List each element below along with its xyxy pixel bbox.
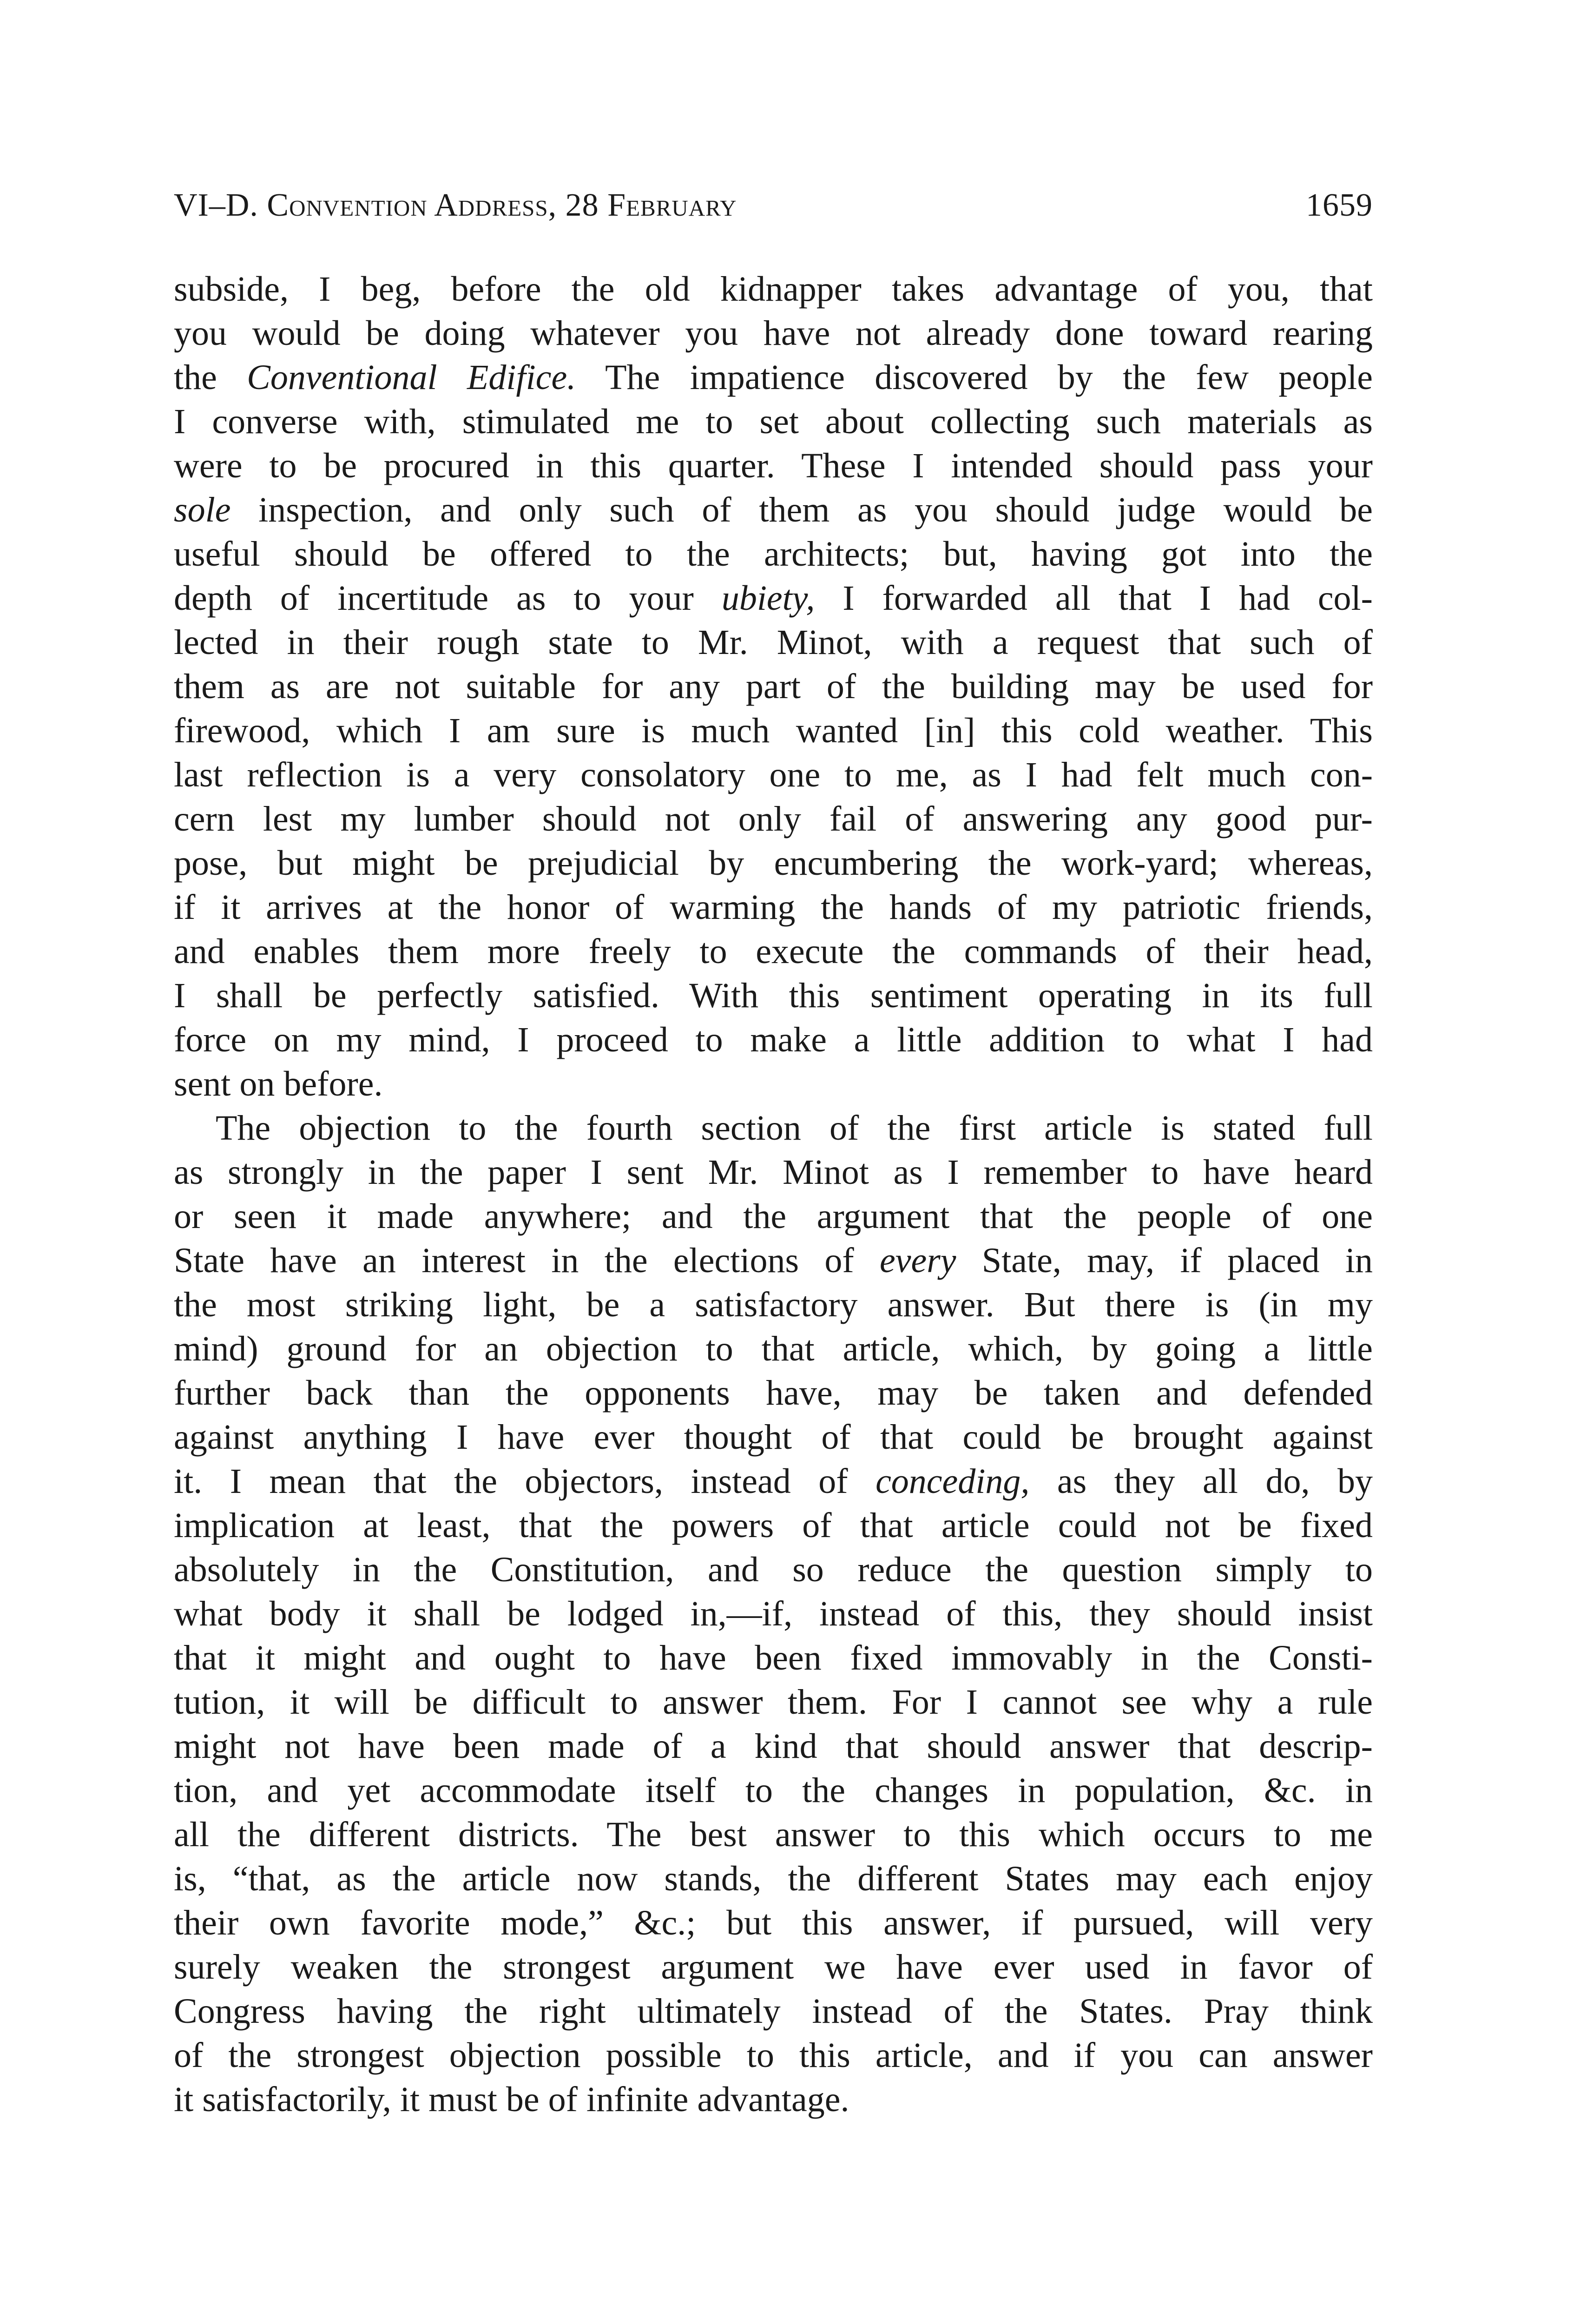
text-line: depth of incertitude as to your ubiety, I forwarded all that I had col- (174, 579, 1373, 618)
italic-text: Conventional Edifice. (247, 358, 576, 397)
text-line: State have an interest in the elections of every State, may, if placed in (174, 1241, 1373, 1280)
italic-text: ubiety, (721, 579, 815, 618)
paragraph (174, 267, 1373, 1106)
text-line: it. I mean that the objectors, instead of conceding, as they all do, by (174, 1462, 1373, 1501)
text-line: tution, it will be difficult to answer them. For I cannot see why a rule (174, 1683, 1373, 1722)
text-line: the Conventional Edifice. The impatience discovered by the few people (174, 358, 1373, 397)
text-line: the most striking light, be a satisfactory answer. But there is (in my (174, 1285, 1373, 1324)
text-line: their own favorite mode,” &c.; but this answer, if pursued, will very (174, 1903, 1373, 1942)
text-line: tion, and yet accommodate itself to the changes in population, &c. in (174, 1771, 1373, 1810)
text-line: lected in their rough state to Mr. Minot, with a request that such of (174, 623, 1373, 662)
text-line: implication at least, that the powers of that article could not be fixed (174, 1506, 1373, 1545)
text-line: absolutely in the Constitution, and so reduce the question simply to (174, 1550, 1373, 1589)
text-line: The objection to the fourth section of the first article is stated full (216, 1109, 1373, 1148)
text-line: mind) ground for an objection to that article, which, by going a little (174, 1329, 1373, 1368)
body-text (174, 267, 1373, 2122)
text-line: force on my mind, I proceed to make a little addition to what I had (174, 1020, 1373, 1059)
italic-text: every (880, 1241, 956, 1280)
text-line: as strongly in the paper I sent Mr. Minot as I remember to have heard (174, 1153, 1373, 1192)
text-line: further back than the opponents have, may be taken and defended (174, 1373, 1373, 1413)
text-line: I shall be perfectly satisfied. With this sentiment operating in its full (174, 976, 1373, 1015)
italic-text: conceding, (876, 1462, 1030, 1501)
page-number: 1659 (1306, 187, 1373, 223)
text-line: them as are not suitable for any part of the building may be used for (174, 667, 1373, 706)
running-head (174, 178, 1373, 233)
text-line: surely weaken the strongest argument we have ever used in favor of (174, 1948, 1373, 1987)
text-line: pose, but might be prejudicial by encumbering the work-yard; whereas, (174, 844, 1373, 883)
text-line: useful should be offered to the architects; but, having got into the (174, 535, 1373, 574)
text-line: I converse with, stimulated me to set about collecting such materials as (174, 402, 1373, 441)
text-line: you would be doing whatever you have not already done toward rearing (174, 314, 1373, 353)
text-line: cern lest my lumber should not only fail of answering any good pur- (174, 799, 1373, 838)
text-line: what body it shall be lodged in,—if, instead of this, they should insist (174, 1594, 1373, 1633)
text-line: sole inspection, and only such of them as you should judge would be (174, 490, 1373, 529)
text-line: or seen it made anywhere; and the argument that the people of one (174, 1197, 1373, 1236)
text-line: if it arrives at the honor of warming the hands of my patriotic friends, (174, 888, 1373, 927)
paragraph (174, 1106, 1373, 2122)
text-line: Congress having the right ultimately instead of the States. Pray think (174, 1992, 1373, 2031)
text-line: were to be procured in this quarter. These I intended should pass your (174, 446, 1373, 485)
text-line: that it might and ought to have been fixed immovably in the Consti- (174, 1638, 1373, 1677)
text-line: against anything I have ever thought of that could be brought against (174, 1418, 1373, 1457)
text-line: all the different districts. The best answer to this which occurs to me (174, 1815, 1373, 1854)
text-line: and enables them more freely to execute the commands of their head, (174, 932, 1373, 971)
text-line: it satisfactorily, it must be of infinite advantage. (174, 2080, 849, 2119)
text-line: of the strongest objection possible to this article, and if you can answer (174, 2036, 1373, 2075)
italic-text: sole (174, 490, 231, 529)
text-line: is, “that, as the article now stands, the different States may each enjoy (174, 1859, 1373, 1898)
running-head-title: VI–D. Convention Address, 28 February (174, 187, 737, 223)
text-line: firewood, which I am sure is much wanted [in] this cold weather. This (174, 711, 1373, 750)
text-line: subside, I beg, before the old kidnapper takes advantage of you, that (174, 270, 1373, 309)
text-line: might not have been made of a kind that should answer that descrip- (174, 1727, 1373, 1766)
text-line: last reflection is a very consolatory one to me, as I had felt much con- (174, 755, 1373, 794)
text-line: sent on before. (174, 1064, 383, 1103)
